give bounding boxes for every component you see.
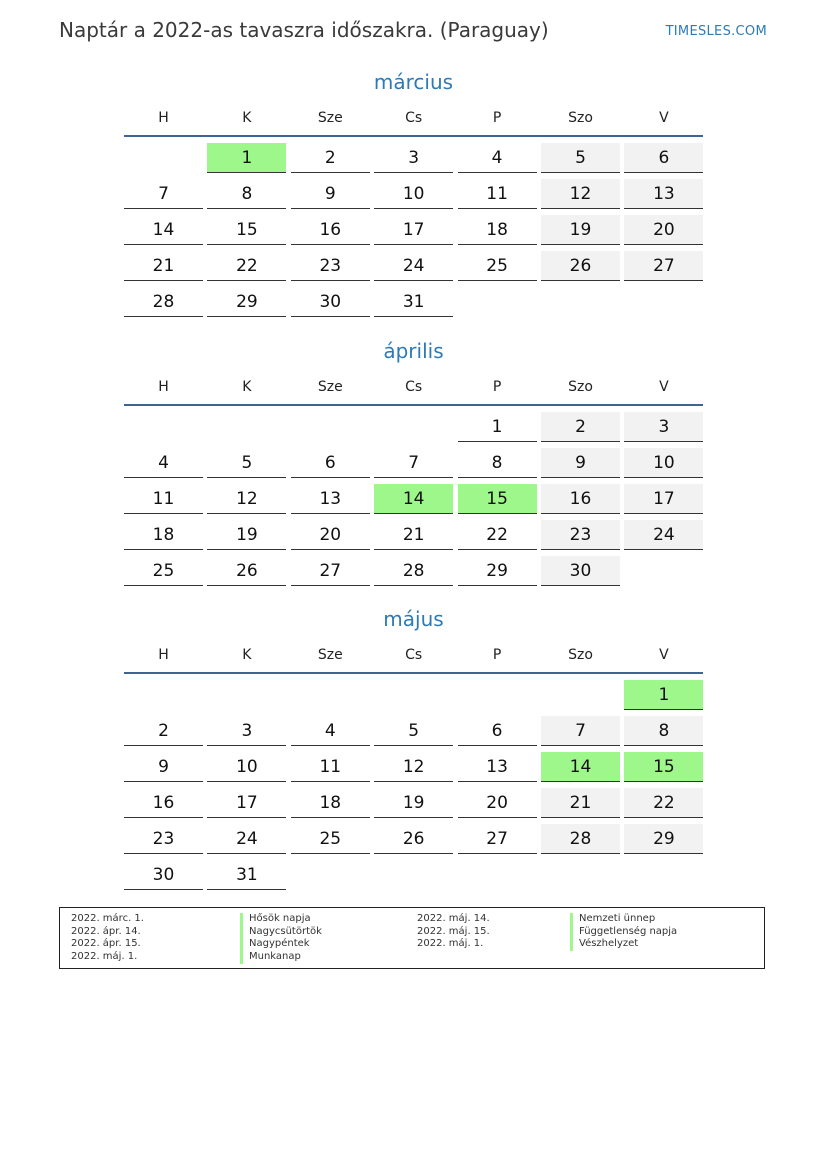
legend-holiday-name: Vészhelyzet — [570, 938, 677, 951]
holiday-day-cell: 15 — [458, 484, 537, 514]
holiday-day-cell: 1 — [207, 143, 286, 173]
day-cell: 27 — [458, 824, 537, 854]
weekday-header-row — [124, 379, 703, 399]
day-cell: 6 — [624, 143, 703, 173]
weekday-label: V — [659, 379, 669, 395]
weekday-label: K — [242, 647, 252, 663]
day-cell: 21 — [541, 788, 620, 818]
day-cell: 11 — [124, 484, 203, 514]
day-cell: 4 — [124, 448, 203, 478]
day-cell: 13 — [291, 484, 370, 514]
day-cell: 10 — [624, 448, 703, 478]
header-rule — [124, 672, 703, 674]
legend-date: 2022. máj. 14. — [417, 913, 490, 924]
day-cell: 19 — [374, 788, 453, 818]
day-cell: 5 — [541, 143, 620, 173]
day-cell: 27 — [624, 251, 703, 281]
day-cell: 23 — [291, 251, 370, 281]
day-cell: 4 — [291, 716, 370, 746]
weekday-label: Szo — [568, 647, 593, 663]
page-title: Naptár a 2022-as tavaszra időszakra. (Paraguay) — [59, 18, 549, 42]
weekday-label: P — [492, 379, 502, 395]
day-cell: 31 — [374, 287, 453, 317]
day-cell: 26 — [207, 556, 286, 586]
day-cell: 19 — [541, 215, 620, 245]
legend-holiday-name: Függetlenség napja — [570, 926, 677, 939]
day-cell: 5 — [207, 448, 286, 478]
weekday-label: Szo — [568, 379, 593, 395]
day-cell: 8 — [458, 448, 537, 478]
day-cell: 10 — [374, 179, 453, 209]
legend-holiday-name: Nemzeti ünnep — [570, 913, 677, 926]
holiday-day-cell: 15 — [624, 752, 703, 782]
day-cell: 29 — [207, 287, 286, 317]
weekday-label: V — [659, 647, 669, 663]
weekday-label: P — [492, 110, 502, 126]
day-cell: 30 — [291, 287, 370, 317]
day-cell: 14 — [124, 215, 203, 245]
day-cell: 12 — [374, 752, 453, 782]
day-cell: 22 — [207, 251, 286, 281]
day-cell: 12 — [207, 484, 286, 514]
legend-date: 2022. máj. 1. — [417, 938, 484, 950]
day-cell: 17 — [374, 215, 453, 245]
header-rule — [124, 404, 703, 406]
weekday-label: Szo — [568, 110, 593, 126]
day-cell: 29 — [624, 824, 703, 854]
day-cell: 16 — [541, 484, 620, 514]
day-cell: 17 — [624, 484, 703, 514]
weekday-header-row — [124, 110, 703, 130]
legend-box — [59, 907, 765, 969]
day-cell: 31 — [207, 860, 286, 890]
month-title: április — [383, 339, 444, 363]
weekday-label: V — [659, 110, 669, 126]
weekday-header-row — [124, 647, 703, 667]
day-cell: 3 — [624, 412, 703, 442]
day-cell: 4 — [458, 143, 537, 173]
day-cell: 7 — [374, 448, 453, 478]
day-cell: 28 — [541, 824, 620, 854]
weekday-label: P — [492, 647, 502, 663]
day-cell: 22 — [624, 788, 703, 818]
day-cell: 26 — [374, 824, 453, 854]
day-cell: 13 — [458, 752, 537, 782]
month-title: május — [383, 607, 444, 631]
day-cell: 21 — [124, 251, 203, 281]
day-cell: 25 — [124, 556, 203, 586]
day-cell: 25 — [291, 824, 370, 854]
day-cell: 3 — [374, 143, 453, 173]
day-cell: 23 — [541, 520, 620, 550]
legend-dates-right — [417, 913, 490, 951]
day-cell: 22 — [458, 520, 537, 550]
day-cell: 18 — [291, 788, 370, 818]
weekday-label: Cs — [405, 110, 423, 126]
day-cell: 8 — [207, 179, 286, 209]
legend-date: 2022. márc. 1. — [71, 913, 144, 924]
weekday-label: K — [242, 379, 252, 395]
day-cell: 9 — [541, 448, 620, 478]
legend-date: 2022. máj. 1. — [71, 951, 138, 963]
legend-holiday-name: Munkanap — [240, 951, 322, 964]
day-cell: 27 — [291, 556, 370, 586]
month-title: március — [373, 70, 454, 94]
weekday-label: K — [242, 110, 252, 126]
day-cell: 20 — [458, 788, 537, 818]
day-cell: 25 — [458, 251, 537, 281]
header-rule — [124, 135, 703, 137]
day-cell: 12 — [541, 179, 620, 209]
legend-date: 2022. ápr. 14. — [71, 925, 141, 937]
weekday-label: Cs — [405, 379, 423, 395]
day-cell: 30 — [124, 860, 203, 890]
brand-link[interactable]: TIMESLES.COM — [665, 24, 767, 39]
legend-names-right — [570, 913, 677, 951]
day-cell: 5 — [374, 716, 453, 746]
day-cell: 8 — [624, 716, 703, 746]
day-cell: 6 — [458, 716, 537, 746]
day-cell: 18 — [124, 520, 203, 550]
holiday-day-cell: 14 — [541, 752, 620, 782]
day-cell: 21 — [374, 520, 453, 550]
day-cell: 7 — [124, 179, 203, 209]
day-cell: 15 — [207, 215, 286, 245]
holiday-day-cell: 14 — [374, 484, 453, 514]
day-cell: 20 — [624, 215, 703, 245]
day-cell: 19 — [207, 520, 286, 550]
legend-date: 2022. máj. 15. — [417, 925, 490, 937]
day-cell: 28 — [374, 556, 453, 586]
day-cell: 24 — [624, 520, 703, 550]
day-cell: 2 — [541, 412, 620, 442]
day-cell: 16 — [291, 215, 370, 245]
legend-date: 2022. ápr. 15. — [71, 938, 141, 950]
day-cell: 26 — [541, 251, 620, 281]
holiday-day-cell: 1 — [624, 680, 703, 710]
day-cell: 1 — [458, 412, 537, 442]
day-cell: 29 — [458, 556, 537, 586]
weekday-label: Cs — [405, 647, 423, 663]
weekday-label: H — [158, 379, 169, 395]
day-cell: 2 — [291, 143, 370, 173]
day-cell: 23 — [124, 824, 203, 854]
weekday-label: Sze — [317, 110, 343, 126]
day-cell: 10 — [207, 752, 286, 782]
day-cell: 7 — [541, 716, 620, 746]
day-cell: 24 — [374, 251, 453, 281]
legend-holiday-name: Nagycsütörtök — [240, 926, 322, 939]
day-cell: 17 — [207, 788, 286, 818]
weekday-label: Sze — [317, 379, 343, 395]
legend-dates-left — [71, 913, 144, 964]
day-cell: 24 — [207, 824, 286, 854]
day-cell: 11 — [458, 179, 537, 209]
legend-names-left — [240, 913, 322, 964]
day-cell: 30 — [541, 556, 620, 586]
weekday-label: H — [158, 647, 169, 663]
weekday-label: Sze — [317, 647, 343, 663]
day-cell: 18 — [458, 215, 537, 245]
day-cell: 13 — [624, 179, 703, 209]
day-cell: 6 — [291, 448, 370, 478]
day-cell: 28 — [124, 287, 203, 317]
day-cell: 9 — [291, 179, 370, 209]
legend-holiday-name: Nagypéntek — [240, 938, 322, 951]
day-cell: 2 — [124, 716, 203, 746]
day-cell: 11 — [291, 752, 370, 782]
day-cell: 3 — [207, 716, 286, 746]
weekday-label: H — [158, 110, 169, 126]
day-cell: 20 — [291, 520, 370, 550]
day-cell: 9 — [124, 752, 203, 782]
day-cell: 16 — [124, 788, 203, 818]
legend-holiday-name: Hősök napja — [240, 913, 322, 926]
